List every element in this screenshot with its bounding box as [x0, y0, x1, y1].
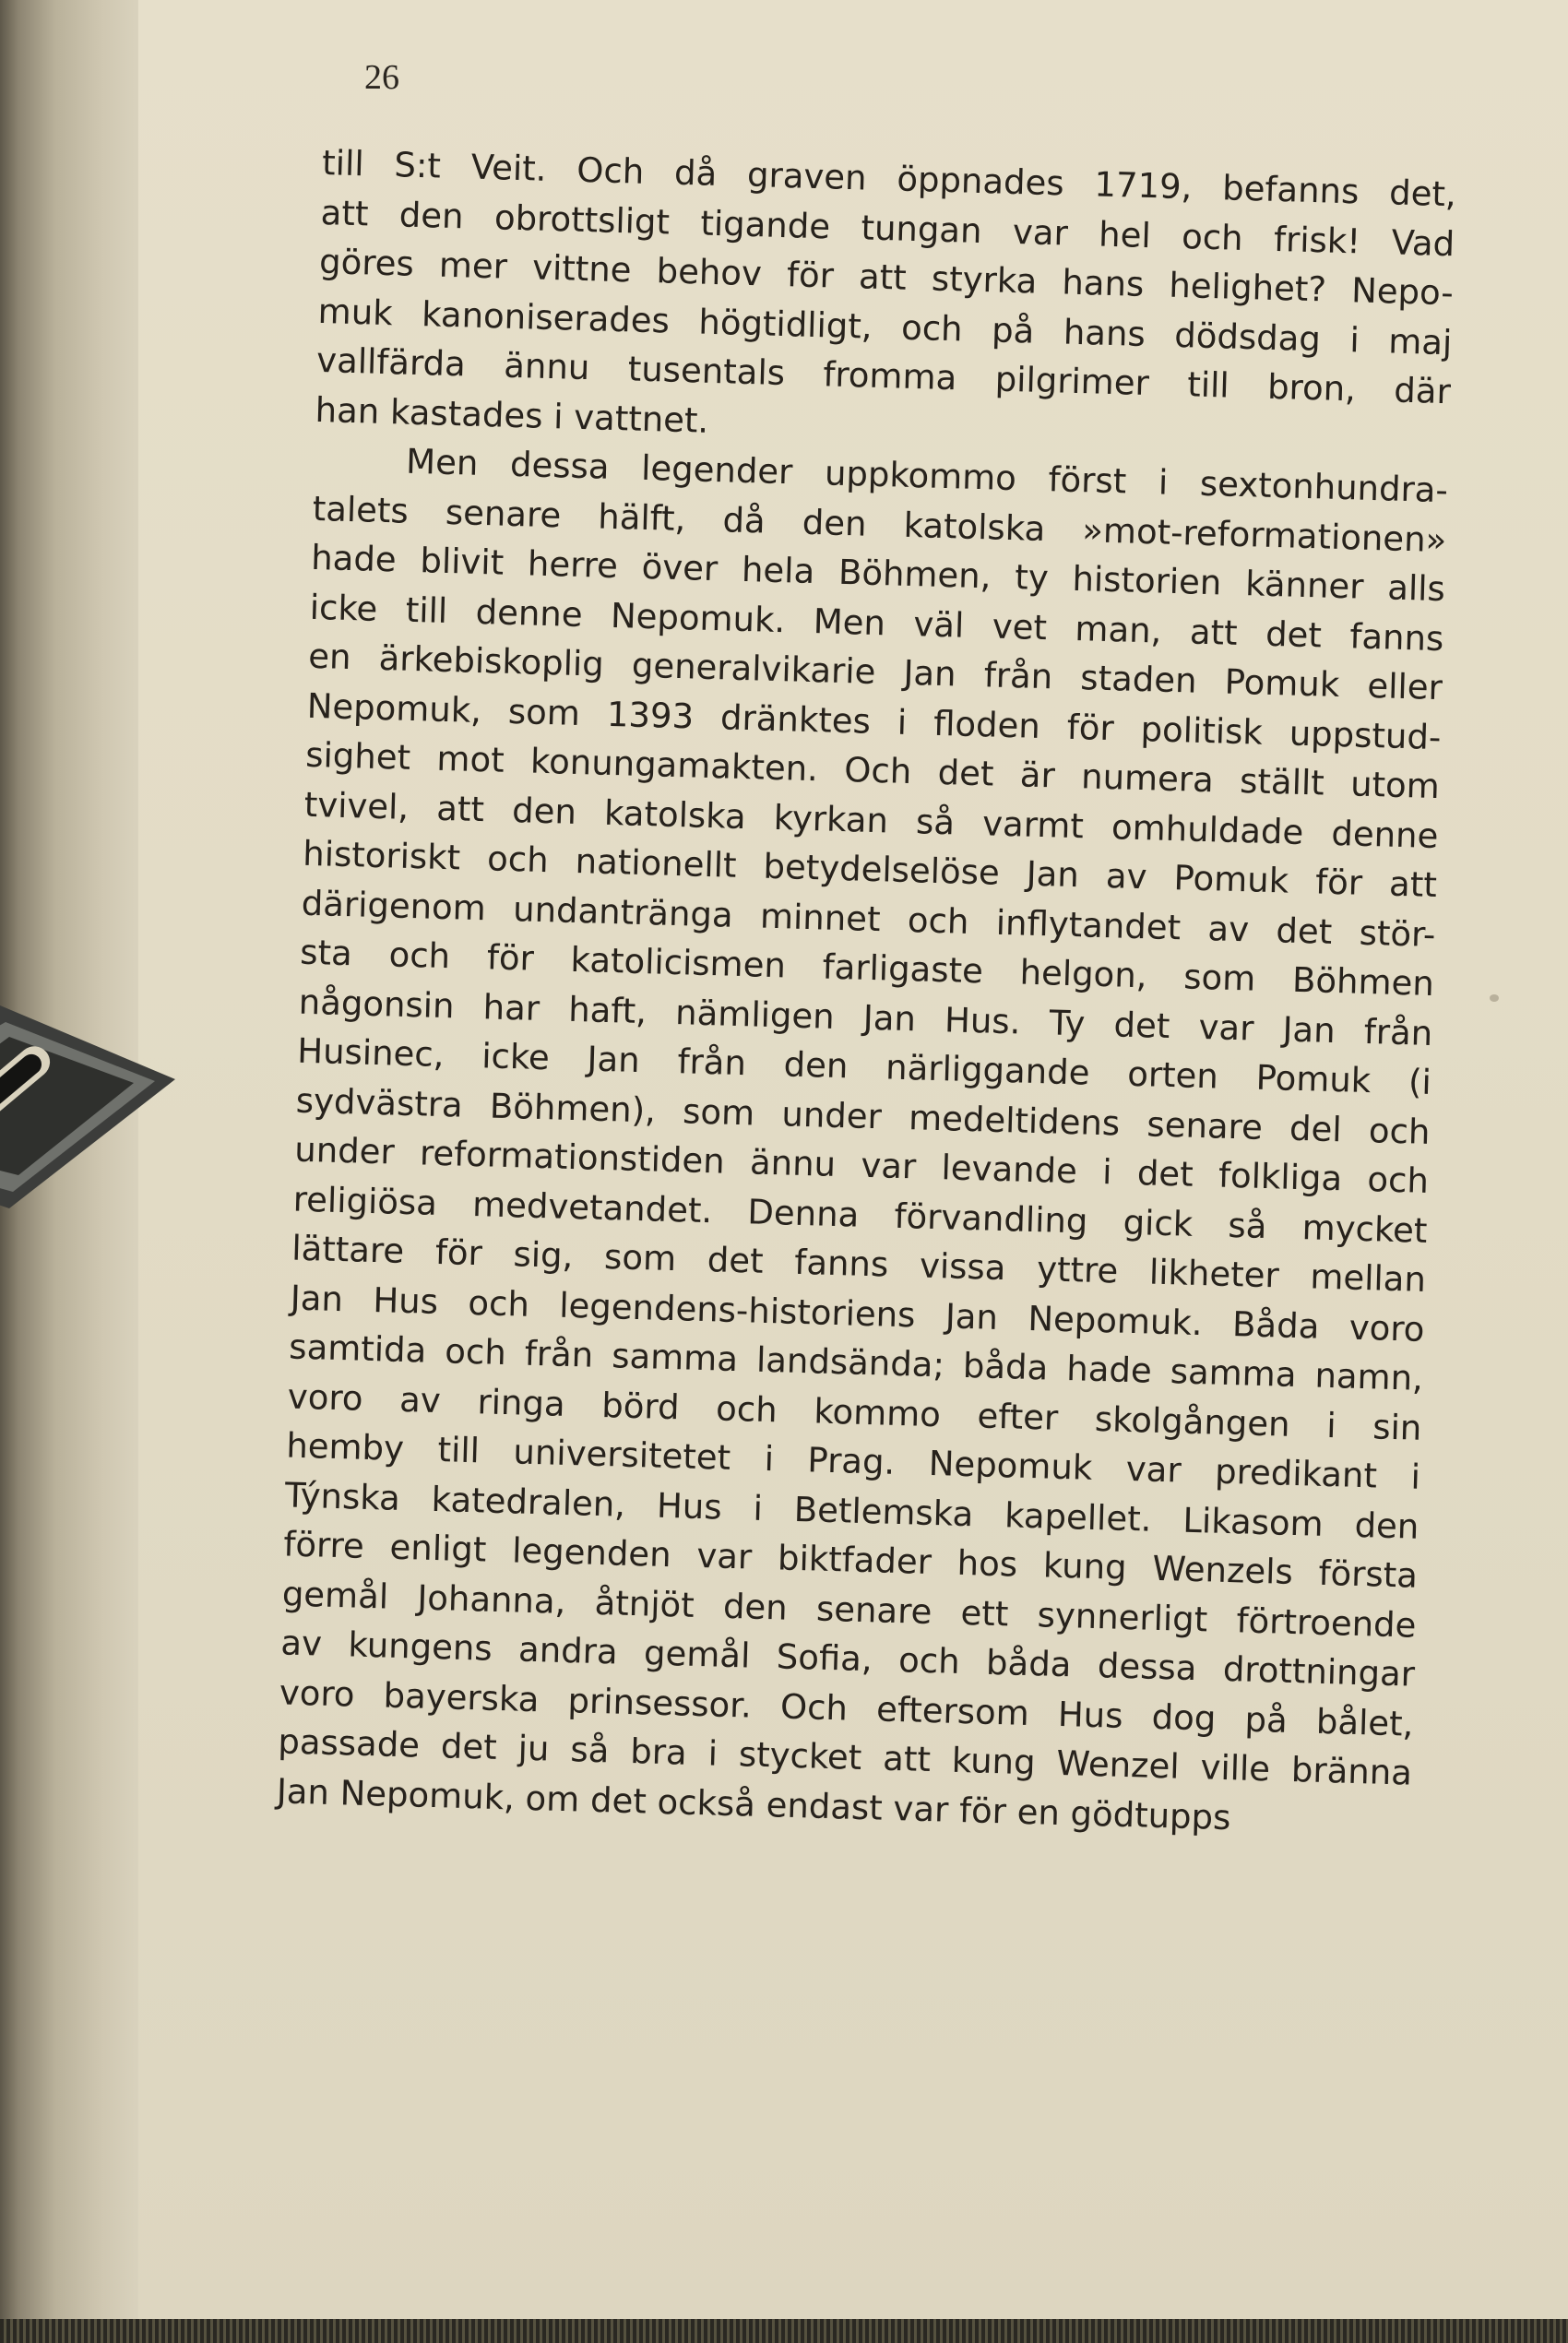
- text-line: muk kanoniserades högtidligt, och på hans dödsdag i maj: [317, 291, 1453, 363]
- page-bottom-edge: [0, 2319, 1568, 2343]
- text-line: historiskt och nationellt betydelselöse Jan av Pomuk för att: [302, 833, 1438, 906]
- text-line: religiösa medvetandet. Denna förvandling gick så mycket: [292, 1179, 1428, 1251]
- text-line: sydvästra Böhmen), som under medeltidens senare del och: [295, 1080, 1431, 1152]
- text-line: under reformationstiden ännu var levande i det folkliga och: [293, 1129, 1430, 1201]
- page-number: 26: [364, 58, 399, 97]
- text-line: hemby till universitetet i Prag. Nepomuk var predikant i: [285, 1425, 1421, 1497]
- text-line: Husinec, icke Jan från den närliggande orten Pomuk (i: [296, 1030, 1432, 1102]
- text-line: hade blivit herre över hela Böhmen, ty historien känner alls: [310, 537, 1446, 610]
- text-line: Jan Nepomuk, om det också endast var för en gödtupps: [276, 1770, 1232, 1838]
- text-line: förre enligt legenden var biktfader hos kung Wenzels första: [282, 1524, 1419, 1596]
- text-line: därigenom undantränga minnet och inflytandet av det stör-: [301, 883, 1436, 955]
- paper-clip-icon: [0, 978, 184, 1218]
- text-line: göres mer vittne behov för att styrka hans helighet? Nepo-: [318, 241, 1455, 314]
- text-line: lättare för sig, som det fanns vissa yttre likheter mellan: [291, 1228, 1427, 1300]
- text-line: att den obrottsligt tigande tungan var hel och frisk! Vad: [320, 192, 1455, 264]
- text-line: talets senare hälft, då den katolska »mot-reformationen»: [312, 488, 1447, 560]
- text-line: Jan Hus och legendens-historiens Jan Nepomuk. Båda voro: [290, 1278, 1425, 1350]
- paper-speck: [1490, 994, 1499, 1002]
- text-line: voro bayerska prinsessor. Och eftersom Hus dog på bålet,: [279, 1671, 1415, 1744]
- text-line: en ärkebiskoplig generalvikarie Jan från staden Pomuk eller: [307, 636, 1443, 708]
- text-line: tvivel, att den katolska kyrkan så varmt omhuldade denne: [303, 784, 1439, 856]
- text-line: samtida och från samma landsända; båda hade samma namn,: [288, 1326, 1424, 1398]
- text-line: sta och för katolicismen farligaste helgon, som Böhmen: [299, 932, 1435, 1004]
- body-text: [276, 138, 1456, 1848]
- text-line: sighet mot konungamakten. Och det är numera ställt utom: [304, 734, 1441, 807]
- text-line: av kungens andra gemål Sofia, och båda dessa drottningar: [279, 1623, 1416, 1695]
- text-line: voro av ringa börd och kommo efter skolgången i sin: [287, 1375, 1422, 1448]
- text-line: Nepomuk, som 1393 dränktes i floden för politisk uppstud-: [306, 685, 1442, 757]
- text-line: icke till denne Nepomuk. Men väl vet man, att det fanns: [309, 587, 1444, 659]
- text-line: Týnska katedralen, Hus i Betlemska kapellet. Likasom den: [284, 1474, 1420, 1547]
- text-line: passade det ju så bra i stycket att kung Wenzel ville bränna: [277, 1721, 1413, 1793]
- text-line: gemål Johanna, åtnjöt den senare ett synnerligt förtroende: [281, 1573, 1417, 1646]
- text-line: han kastades i vattnet.: [315, 389, 709, 441]
- text-line: till S:t Veit. Och då graven öppnades 1719, befanns det,: [321, 142, 1457, 215]
- text-line: vallfärda ännu tusentals fromma pilgrimer till bron, där: [315, 339, 1452, 412]
- text-line: någonsin har haft, nämligen Jan Hus. Ty det var Jan från: [298, 981, 1433, 1053]
- text-line: Men dessa legender uppkommo först i sextonhundra-: [405, 441, 1449, 511]
